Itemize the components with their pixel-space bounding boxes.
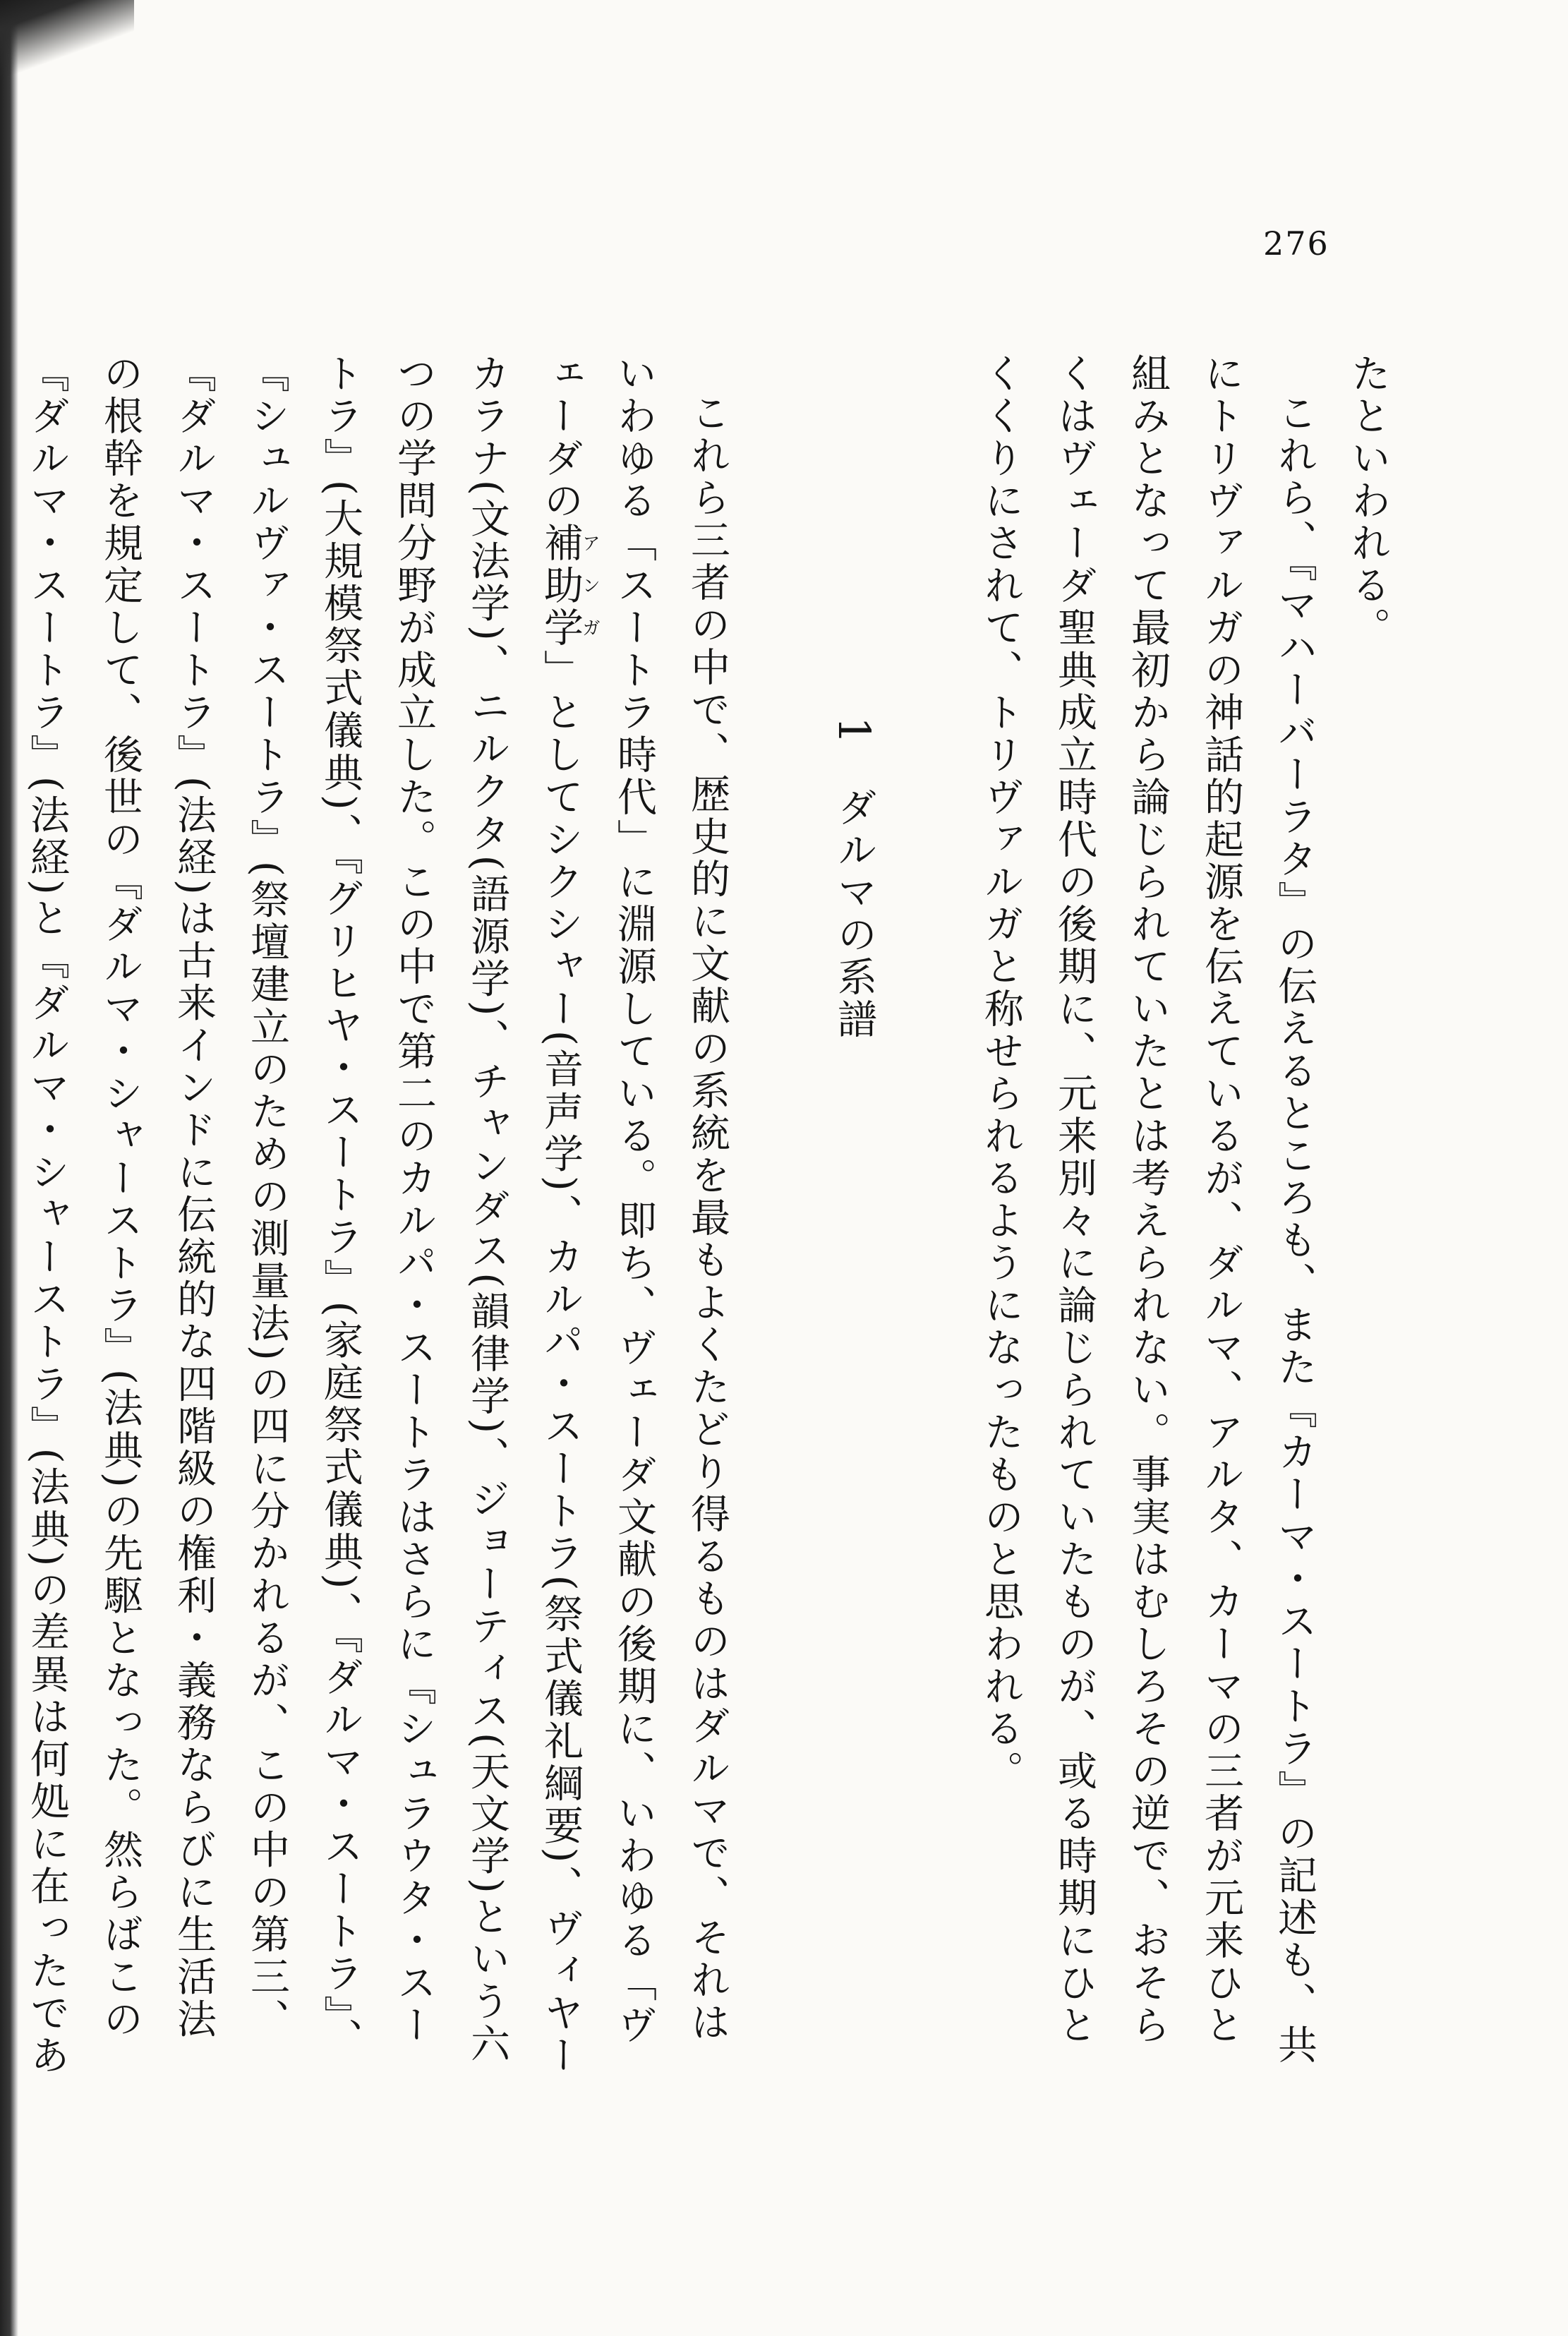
vertical-text-block (24, 353, 1404, 2082)
paragraph-dharma-lineage (0, 353, 744, 2082)
body-text-part-2: 」としてシクシャー(音声学)、カルパ・スートラ(祭式儀礼綱要)、ヴィヤーカラナ(文法学)、ニルクタ(語源学)、チャンダス(韻律学)、ジョーティス(天文学)という六つの学問分野が成立した。この中で第二のカルパ・スートラはさらに『シュラウタ・スートラ』(大規模祭式儀典)、『グリヒヤ・スートラ』(家庭祭式儀典)、『ダルマ・スートラ』、『シュルヴァ・スートラ』(祭壇建立のための測量法)の四に分かれるが、この中の第三、『ダルマ・スートラ』(法経)は古来インドに伝統的な四階級の権利・義務ならびに生活法の根幹を規定して、後世の『ダルマ・シャーストラ』(法典)の先駆となった。然らばこの『ダルマ・スートラ』(法経)と『ダルマ・シャーストラ』(法典)の差異は何処に在ったであ (24, 353, 584, 2078)
section-number: 1 (828, 716, 880, 747)
paragraph-trivarga: これら、『マハーバーラタ』の伝えるところも、また『カーマ・スートラ』の記述も、共にトリヴァルガの神話的起源を伝えているが、ダルマ、アルタ、カーマの三者が元来ひと組みとなって最初から論じられていたとは考えられない。事実はむしろその逆で、おそらくはヴェーダ聖典成立時代の後期に、元来別々に論じられていたものが、或る時期にひとくくりにされて、トリヴァルガと称せられるようになったものと思われる。 (978, 353, 1317, 2066)
section-heading (744, 353, 964, 2082)
page-corner-shadow (0, 0, 134, 85)
ruby-base: 補助学 (538, 522, 584, 649)
page-number: 276 (1263, 224, 1329, 263)
paragraph-continuation: たといわれる。 (1345, 353, 1391, 649)
ruby-reading: アンガ (579, 522, 601, 649)
ruby-hojogaku (538, 522, 601, 649)
body-text-part-1: これら三者の中で、歴史的に文献の系統を最もよくたどり得るものはダルマで、それはいわゆる「スートラ時代」に淵源している。即ち、ヴェーダ文献の後期に、いわゆる「ヴェーダの (538, 353, 730, 2047)
section-title: ダルマの系譜 (831, 786, 877, 1041)
